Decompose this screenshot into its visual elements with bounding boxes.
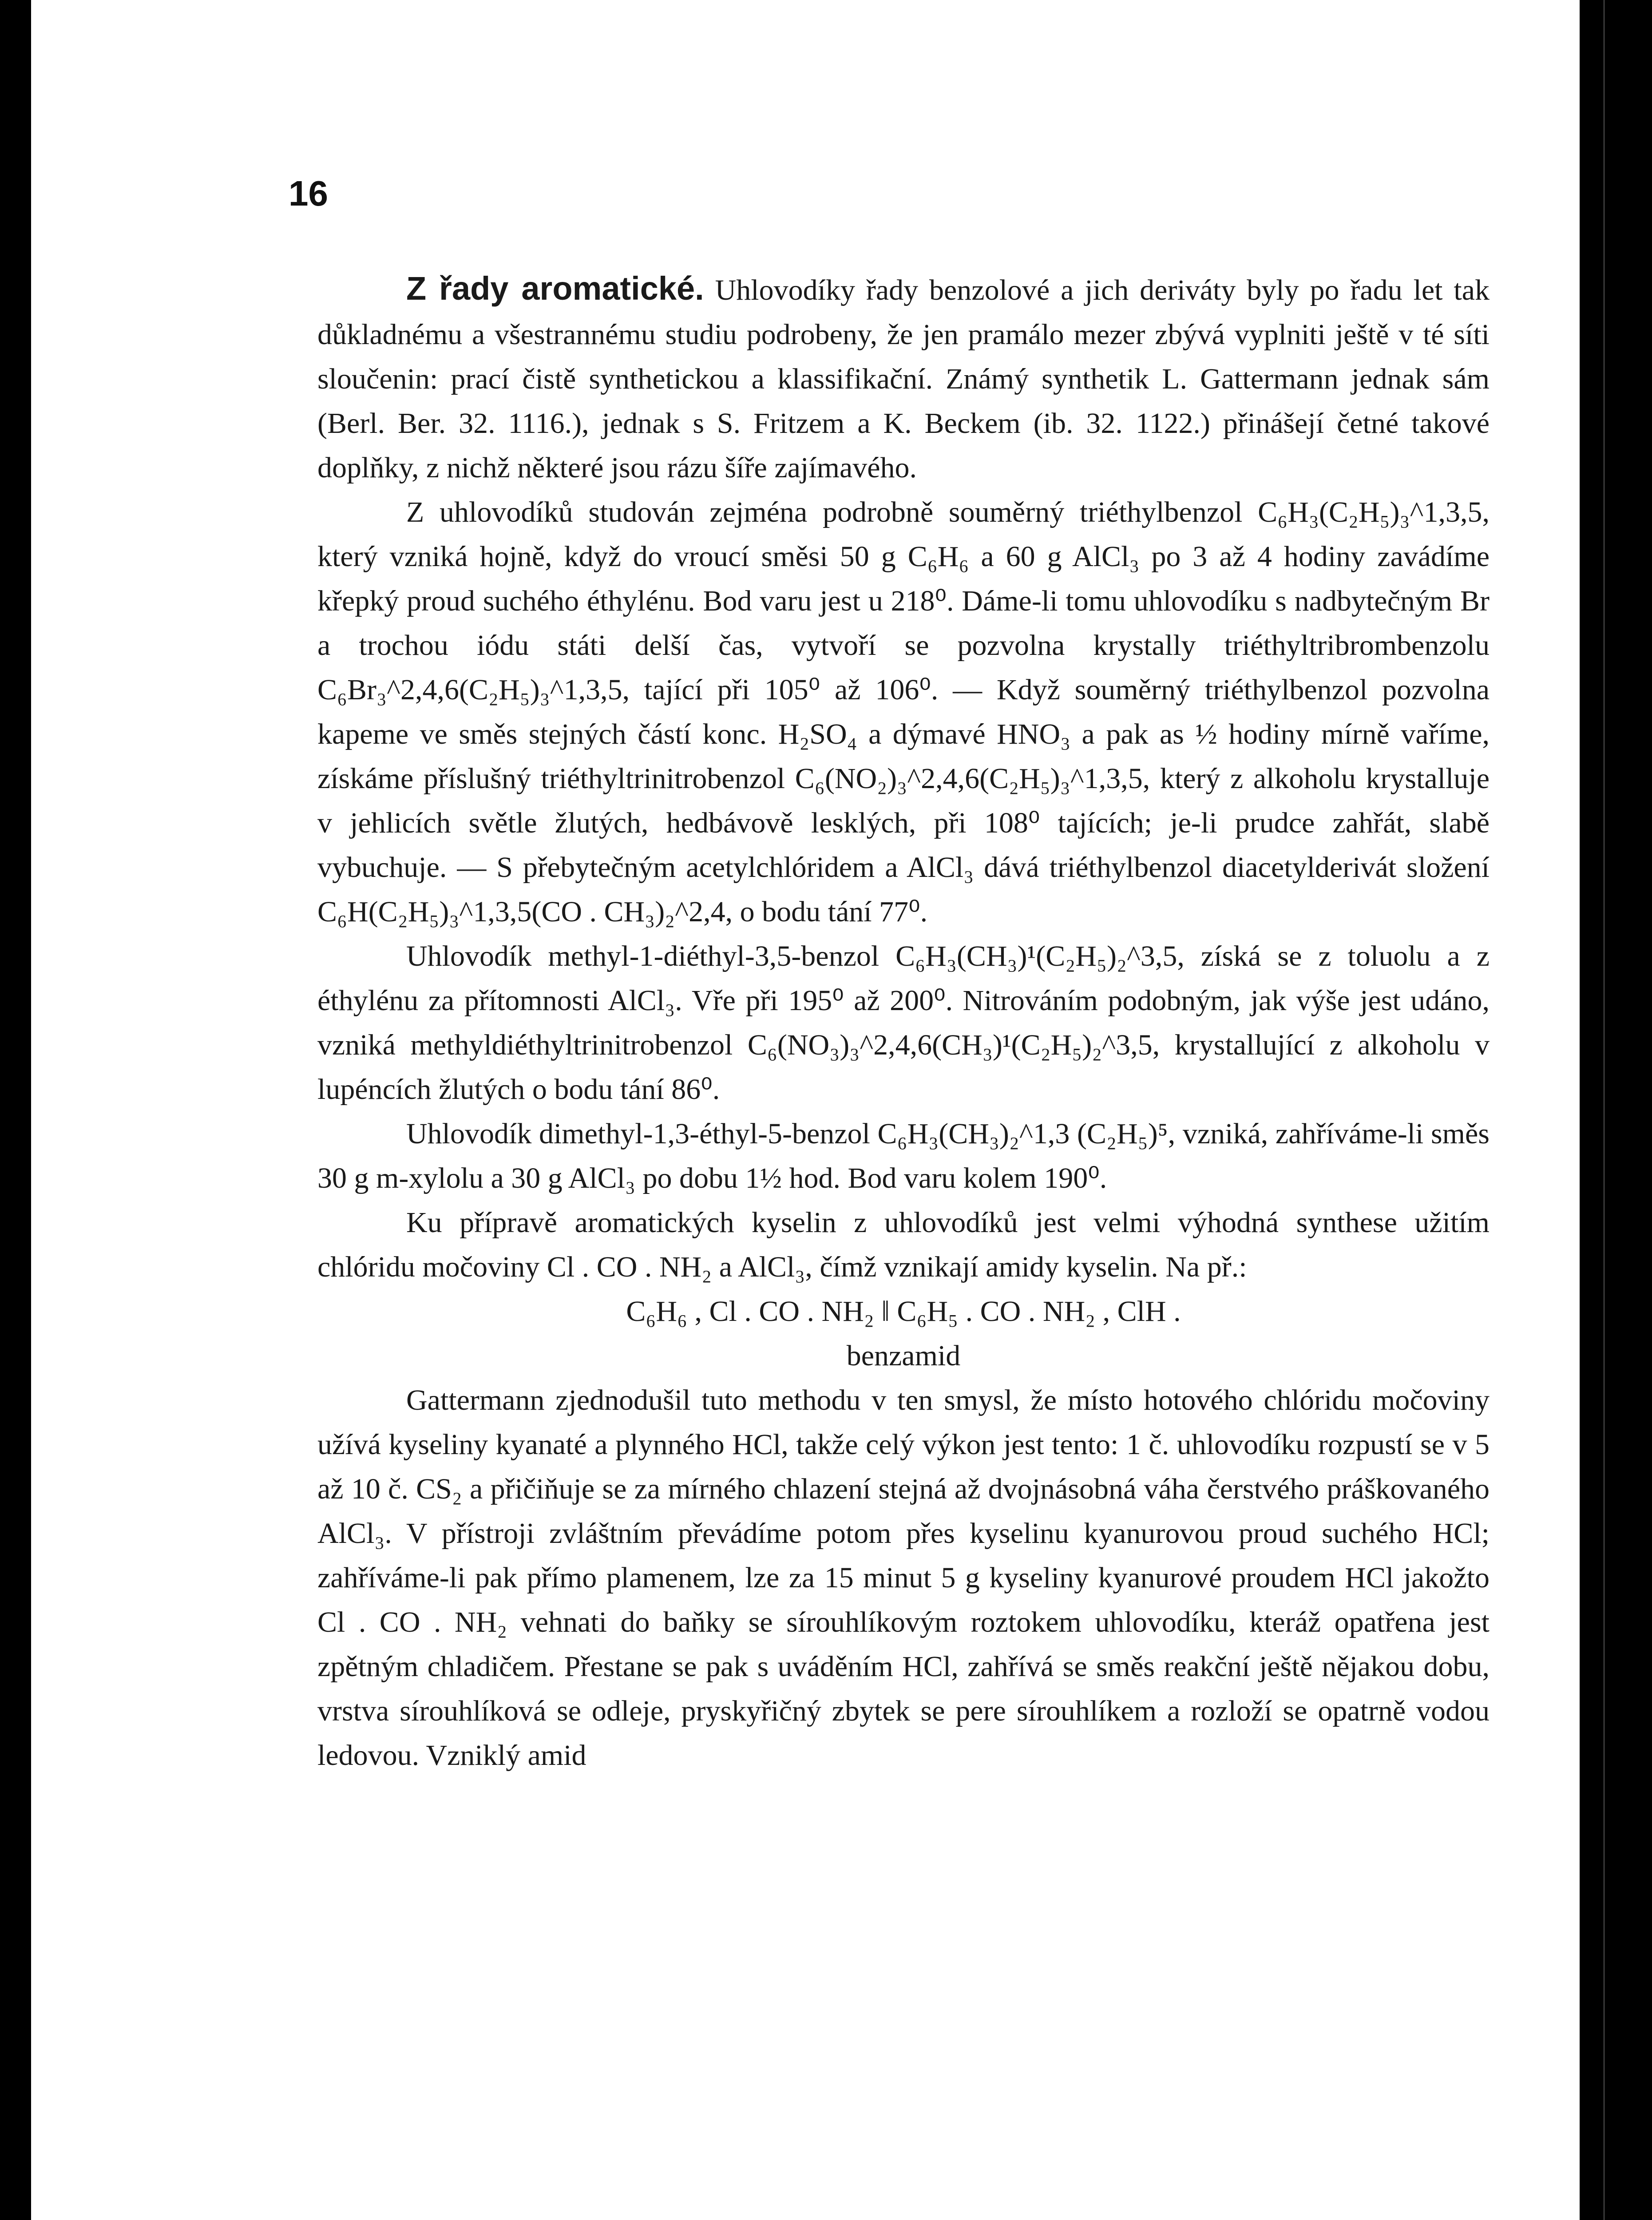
intro-text: Uhlovodíky řady benzolové a jich deriváty byly po řadu let tak důkladnému a všestrannému studiu podrobeny, že jen pramálo mezer zbývá vyplniti ještě v té síti sloučenin: prací čistě synthetickou a klassifikační. Známý synthetik L. Gattermann jednak sám (Berl. Ber. 32. 1116.), jednak s S. Fritzem a K. Beckem (ib. 32. 1122.) přinášejí četné takové doplňky, z nichž některé jsou rázu šíře zajímavého.	[317, 274, 1490, 484]
page-body	[317, 266, 1490, 1778]
book-page	[31, 0, 1580, 2220]
section-heading: Z řady aromatické.	[406, 270, 704, 307]
paragraph-gattermann-method: Gattermann zjednodušil tuto methodu v ten smysl, že místo hotového chlóridu močoviny užívá kyseliny kyanaté a plynného HCl, takže celý výkon jest tento: 1 č. uhlovodíku rozpustí se v 5 až 10 č. CS₂ a přičiňuje se za mírného chlazení stejná až dvojnásobná váha čerstvého práškovaného AlCl₃. V přístroji zvláštním převádíme potom přes kyselinu kyanurovou proud suchého HCl; zahříváme-li pak přímo plamenem, lze za 15 minut 5 g kyseliny kyanurové proudem HCl jakožto Cl . CO . NH₂ vehnati do baňky se sírouhlíkovým roztokem uhlovodíku, kteráž opatřena jest zpětným chladičem. Přestane se pak s uváděním HCl, zahřívá se směs reakční ještě nějakou dobu, vrstva sírouhlíková se odleje, pryskyřičný zbytek se pere sírouhlíkem a rozloží se opatrně vodou ledovou. Vzniklý amid	[317, 1384, 1490, 1772]
paragraph-triethylbenzol: Z uhlovodíků studován zejména podrobně souměrný triéthylbenzol C₆H₃(C₂H₅)₃^1,3,5, který vzniká hojně, když do vroucí směsi 50 g C₆H₆ a 60 g AlCl₃ po 3 až 4 hodiny zavádíme křepký proud suchého éthylénu. Bod varu jest u 218⁰. Dáme-li tomu uhlovodíku s nadbytečným Br a trochou iódu státi delší čas, vytvoří se pozvolna krystally triéthyltribrombenzolu C₆Br₃^2,4,6(C₂H₅)₃^1,3,5, tající při 105⁰ až 106⁰. — Když souměrný triéthylbenzol pozvolna kapeme ve směs stejných částí konc. H₂SO₄ a dýmavé HNO₃ a pak as ½ hodiny mírně vaříme, získáme příslušný triéthyltrinitrobenzol C₆(NO₂)₃^2,4,6(C₂H₅)₃^1,3,5, který z alkoholu krystalluje v jehlicích světle žlutých, hedbávově lesklých, při 108⁰ tajících; je-li prudce zahřát, slabě vybuchuje. — S přebytečným acetylchlóridem a AlCl₃ dává triéthylbenzol diacetylderivát složení C₆H(C₂H₅)₃^1,3,5(CO . CH₃)₂^2,4, o bodu tání 77⁰.	[317, 496, 1490, 928]
section-intro-paragraph	[317, 266, 1490, 490]
scan-right-border	[1580, 0, 1652, 2220]
paragraph-aromatic-acids: Ku přípravě aromatických kyselin z uhlovodíků jest velmi výhodná synthese užitím chlóridu močoviny Cl . CO . NH₂ a AlCl₃, čímž vznikají amidy kyselin. Na př.:	[317, 1206, 1490, 1283]
paragraph-dimethyl-ethyl-benzol: Uhlovodík dimethyl-1,3-éthyl-5-benzol C₆H₃(CH₃)₂^1,3 (C₂H₅)⁵, vzniká, zahříváme-li směs 30 g m-xylolu a 30 g AlCl₃ po dobu 1½ hod. Bod varu kolem 190⁰.	[317, 1118, 1490, 1194]
reaction-product-label: benzamid	[846, 1340, 961, 1372]
paragraph-methyl-diethyl-benzol: Uhlovodík methyl-1-diéthyl-3,5-benzol C₆H₃(CH₃)¹(C₂H₅)₂^3,5, získá se z toluolu a z éthylénu za přítomnosti AlCl₃. Vře při 195⁰ až 200⁰. Nitrováním podobným, jak výše jest udáno, vzniká methyldiéthyltrinitrobenzol C₆(NO₃)₃^2,4,6(CH₃)¹(C₂H₅)₂^3,5, krystallující z alkoholu v lupéncích žlutých o bodu tání 86⁰.	[317, 940, 1490, 1106]
reaction-formula: C₆H₆ , Cl . CO . NH₂ ‖ C₆H₅ . CO . NH₂ , ClH .	[626, 1295, 1181, 1328]
page-number: 16	[289, 174, 328, 213]
